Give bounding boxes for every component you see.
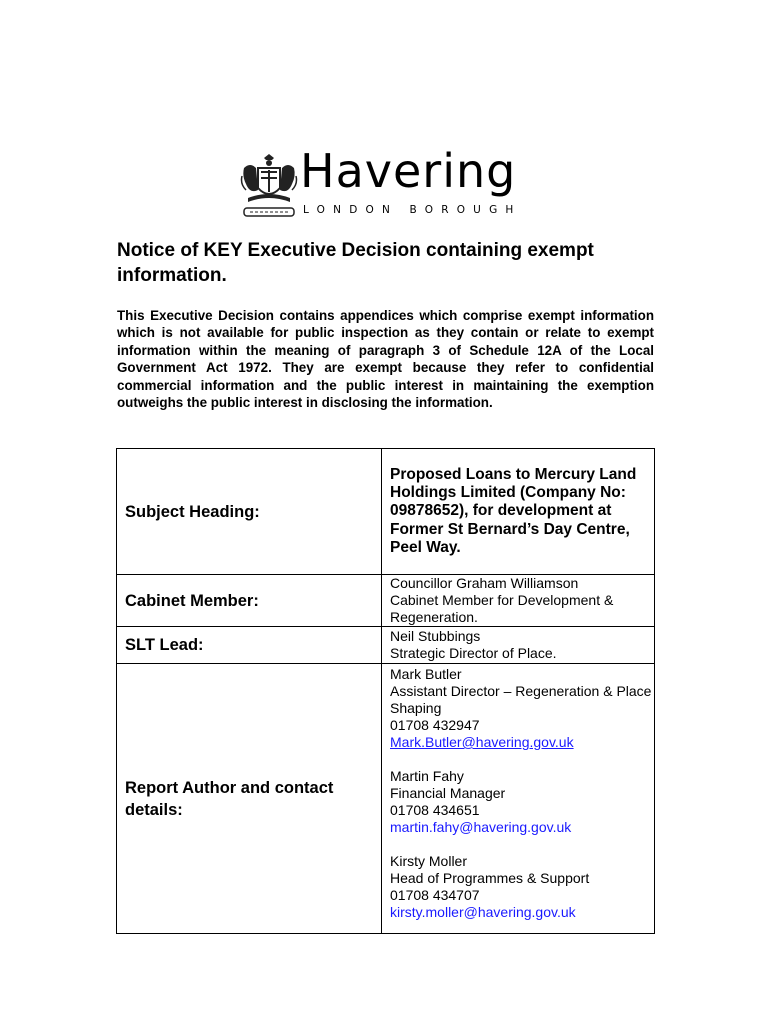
contact-name: Mark Butler [390, 666, 462, 682]
table-row [117, 664, 655, 934]
contact-role: Head of Programmes & Support [390, 870, 590, 886]
havering-logo [240, 144, 530, 220]
contact-phone: 01708 432947 [390, 717, 480, 733]
slt-lead-name: Neil Stubbings [390, 628, 481, 644]
contact-email-link[interactable]: Mark.Butler@havering.gov.uk [390, 734, 574, 750]
contact-email-link[interactable]: kirsty.moller@havering.gov.uk [390, 904, 576, 920]
cabinet-member-label: Cabinet Member: [117, 575, 382, 627]
contact-block [390, 666, 654, 751]
contact-phone: 01708 434707 [390, 887, 480, 903]
council-crest-icon [240, 154, 298, 220]
slt-lead-label: SLT Lead: [117, 627, 382, 664]
contact-role: Assistant Director – Regeneration & Place Shaping [390, 683, 652, 716]
cabinet-member-name: Councillor Graham Williamson [390, 575, 579, 591]
contact-email-link[interactable]: martin.fahy@havering.gov.uk [390, 819, 572, 835]
contact-role: Financial Manager [390, 785, 506, 801]
brand-subtitle: LONDON BOROUGH [303, 204, 522, 216]
exemption-notice-paragraph: This Executive Decision contains appendices which comprise exempt information which is not available for public inspection as they contain or relate to exempt information within the meaning of paragraph 3 of Schedule 12A of the Local Government Act 1972. They are exempt because they refer to confidential commercial information and the public interest in maintaining the exemption outweighs the public interest in disclosing the information. [117, 308, 654, 411]
contact-name: Kirsty Moller [390, 853, 468, 869]
subject-heading-value: Proposed Loans to Mercury Land Holdings Limited (Company No: 09878652), for development at Former St Bernard’s Day Centre, Peel Way. [382, 449, 655, 575]
decision-details-table [116, 448, 655, 934]
report-author-contacts [382, 664, 655, 934]
contact-phone: 01708 434651 [390, 802, 480, 818]
table-row [117, 627, 655, 664]
notice-title-line: Notice of KEY Executive Decision containing exempt [117, 240, 594, 261]
brand-name: Havering [300, 144, 517, 198]
cabinet-member-role: Cabinet Member for Development & Regeneration. [390, 592, 614, 625]
contact-block [390, 853, 654, 921]
notice-title [117, 238, 657, 288]
slt-lead-value [382, 627, 655, 664]
table-row [117, 575, 655, 627]
contact-name: Martin Fahy [390, 768, 464, 784]
table-row [117, 449, 655, 575]
contact-block [390, 768, 654, 836]
cabinet-member-value [382, 575, 655, 627]
subject-heading-label: Subject Heading: [117, 449, 382, 575]
report-author-label: Report Author and contact details: [117, 664, 382, 934]
notice-title-line: information. [117, 265, 227, 286]
slt-lead-role: Strategic Director of Place. [390, 645, 557, 661]
